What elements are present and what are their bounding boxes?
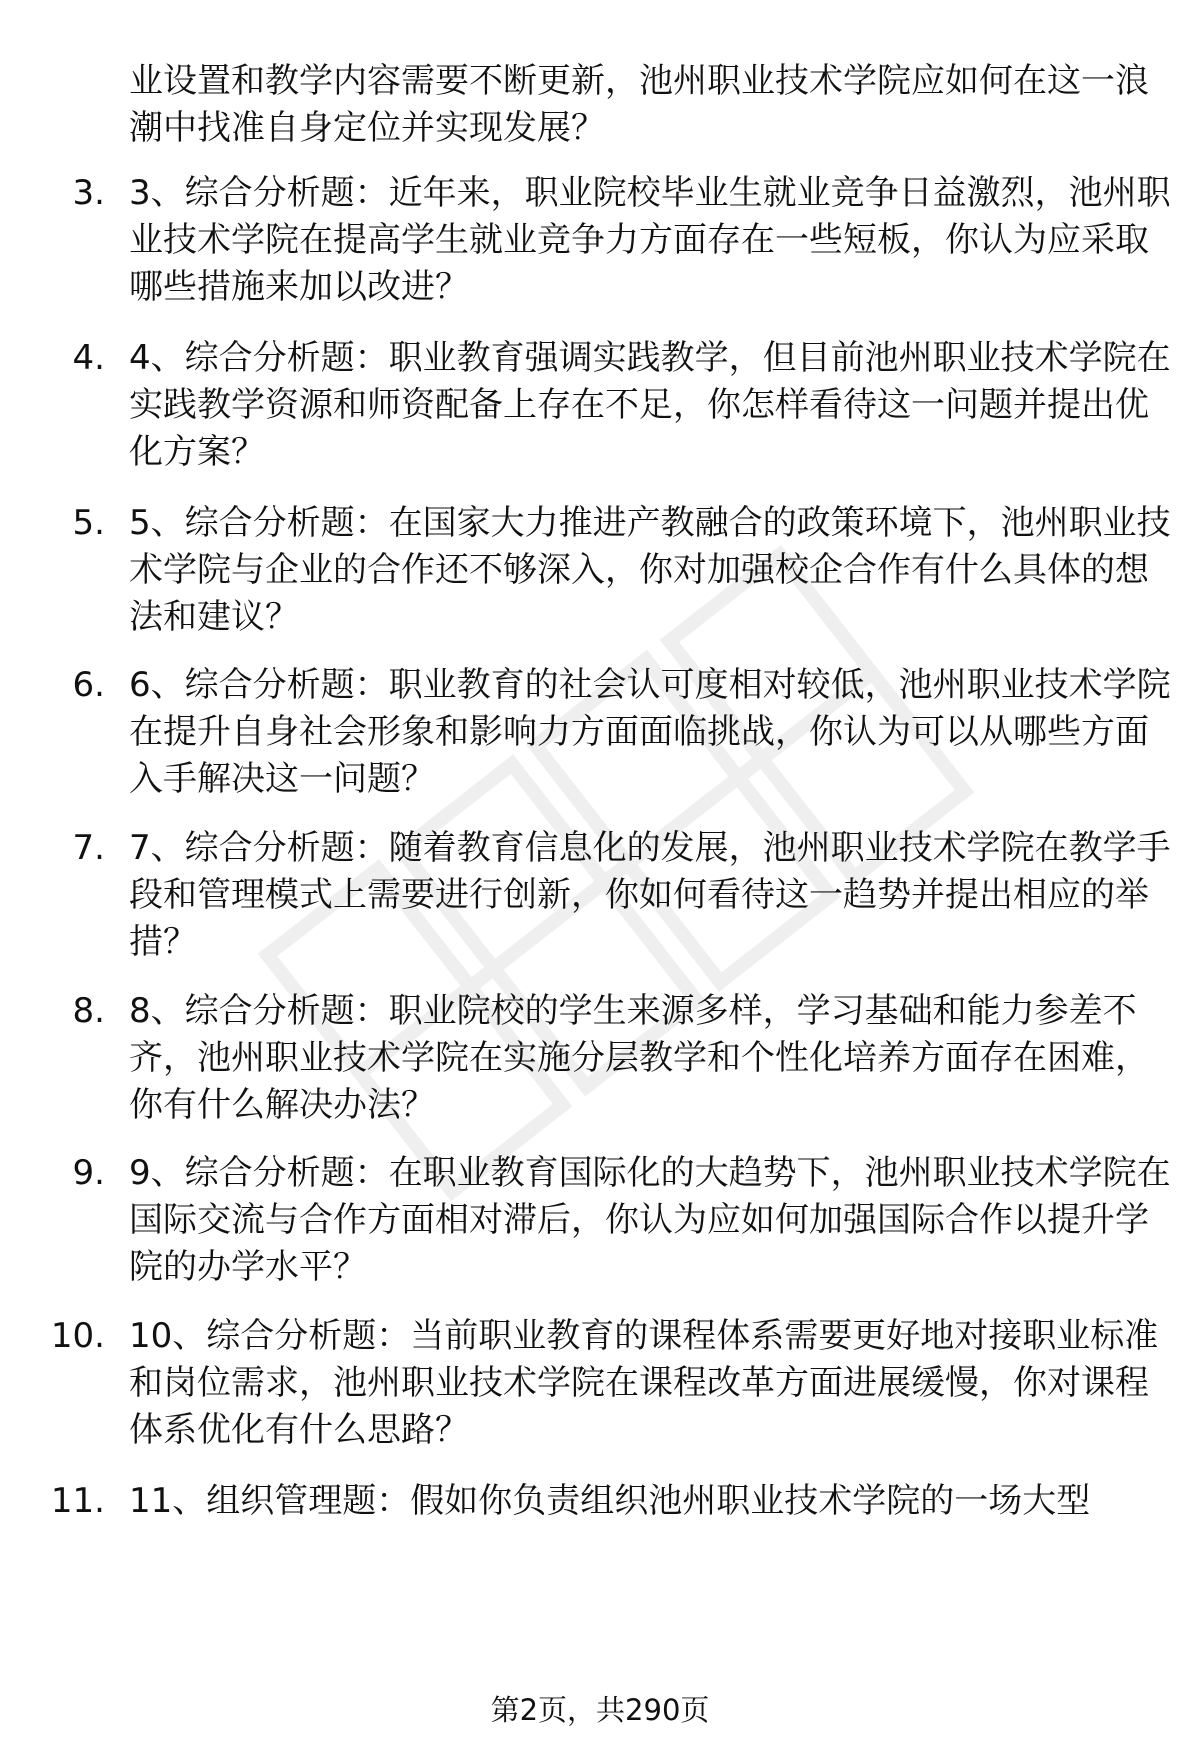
list-item-number: 6. xyxy=(72,665,105,705)
list-item-text: 11、组织管理题：假如你负责组织池州职业技术学院的一场大型 xyxy=(129,1481,1091,1521)
list-item-number: 9. xyxy=(72,1153,105,1193)
list-item-number: 4. xyxy=(72,338,105,378)
list-item-number: 11. xyxy=(50,1481,105,1521)
list-item-text: 6、综合分析题：职业教育的社会认可度相对较低，池州职业技术学院在提升自身社会形象和影响力方面面临挑战，你认为可以从哪些方面入手解决这一问题？ xyxy=(129,665,1171,799)
page-number-footer: 第2页，共290页 xyxy=(490,1693,710,1727)
list-item-text: 8、综合分析题：职业院校的学生来源多样，学习基础和能力参差不齐，池州职业技术学院在实施分层教学和个性化培养方面存在困难，你有什么解决办法？ xyxy=(129,991,1149,1125)
list-item-text: 9、综合分析题：在职业教育国际化的大趋势下，池州职业技术学院在国际交流与合作方面相对滞后，你认为应如何加强国际合作以提升学院的办学水平？ xyxy=(129,1153,1171,1287)
list-item-text: 4、综合分析题：职业教育强调实践教学，但目前池州职业技术学院在实践教学资源和师资配备上存在不足，你怎样看待这一问题并提出优化方案？ xyxy=(129,338,1171,472)
list-item-number: 3. xyxy=(72,173,105,213)
list-item-number: 5. xyxy=(72,503,105,543)
list-item-text: 3、综合分析题：近年来，职业院校毕业生就业竞争日益激烈，池州职业技术学院在提高学生就业竞争力方面存在一些短板，你认为应采取哪些措施来加以改进？ xyxy=(129,173,1171,307)
list-item-text: 7、综合分析题：随着教育信息化的发展，池州职业技术学院在教学手段和管理模式上需要进行创新，你如何看待这一趋势并提出相应的举措？ xyxy=(129,828,1171,962)
continued-paragraph: 业设置和教学内容需要不断更新，池州职业技术学院应如何在这一浪潮中找准自身定位并实现发展？ xyxy=(129,61,1149,148)
list-item-number: 10. xyxy=(50,1316,105,1356)
list-item-text: 5、综合分析题：在国家大力推进产教融合的政策环境下，池州职业技术学院与企业的合作还不够深入，你对加强校企合作有什么具体的想法和建议？ xyxy=(129,503,1171,637)
list-item-text: 10、综合分析题：当前职业教育的课程体系需要更好地对接职业标准和岗位需求，池州职业技术学院在课程改革方面进展缓慢，你对课程体系优化有什么思路？ xyxy=(129,1316,1159,1450)
list-item-number: 8. xyxy=(72,991,105,1031)
list-item-number: 7. xyxy=(72,828,105,868)
